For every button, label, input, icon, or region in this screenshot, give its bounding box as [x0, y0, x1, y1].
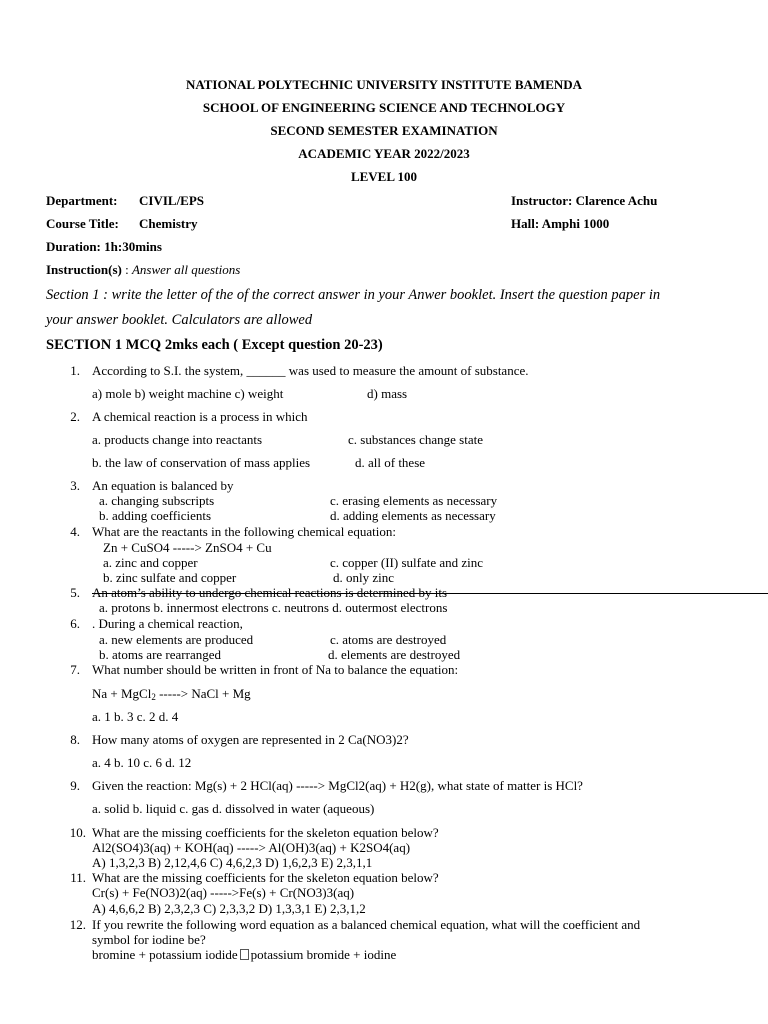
instructions-sep: : [121, 262, 132, 277]
chemical-equation [92, 686, 251, 701]
chemical-equation: Cr(s) + Fe(NO3)2(aq) ----->Fe(s) + Cr(NO3)3(aq) [92, 885, 355, 900]
answer-option: c. atoms are destroyed [330, 632, 447, 647]
question-number: 1. [70, 363, 80, 378]
instructions-value: Answer all questions [131, 262, 241, 277]
answer-option: a. zinc and copper [103, 555, 198, 570]
answer-options: a) mole b) weight machine c) weight [92, 386, 284, 401]
chemical-equation: Zn + CuSO4 -----> ZnSO4 + Cu [103, 540, 272, 555]
question-number: 8. [70, 732, 80, 747]
question-text: What are the missing coefficients for the skeleton equation below? [92, 870, 439, 885]
question-text: If you rewrite the following word equation as a balanced chemical equation, what will the coefficient and [92, 917, 641, 932]
answer-option: c. copper (II) sulfate and zinc [330, 555, 484, 570]
section-note-line-2: your answer booklet. Calculators are allowed [46, 312, 313, 328]
question-text: . During a chemical reaction, [92, 616, 243, 631]
question-text: What are the missing coefficients for the skeleton equation below? [92, 825, 439, 840]
equation-part: bromine + potassium iodide [92, 947, 238, 962]
department-value: CIVIL/EPS [139, 193, 205, 208]
question-number: 9. [70, 778, 80, 793]
question-number: 7. [70, 662, 80, 677]
word-equation [92, 947, 396, 962]
answer-option: a. products change into reactants [92, 432, 263, 447]
hall: Hall: Amphi 1000 [511, 216, 610, 231]
duration: Duration: 1h:30mins [46, 239, 162, 254]
answer-option: c. erasing elements as necessary [330, 493, 498, 508]
answer-option: d) mass [367, 386, 408, 401]
answer-option: d. only zinc [333, 570, 395, 585]
question-text-continued: symbol for iodine be? [92, 932, 206, 947]
chemical-equation: Al2(SO4)3(aq) + KOH(aq) -----> Al(OH)3(aq) + K2SO4(aq) [92, 840, 411, 855]
course-value: Chemistry [139, 216, 198, 231]
question-text: Given the reaction: Mg(s) + 2 HCl(aq) -----> MgCl2(aq) + H2(g), what state of matter is HCl? [92, 778, 583, 793]
section-title: SECTION 1 MCQ 2mks each ( Except question 20-23) [46, 337, 383, 353]
department-label: Department: [46, 193, 118, 208]
subscript: 2 [151, 692, 156, 702]
question-text: An atom’s ability to undergo chemical reactions is determined by its [92, 585, 768, 600]
question-number: 4. [70, 524, 80, 539]
question-number: 3. [70, 478, 80, 493]
school-title: SCHOOL OF ENGINEERING SCIENCE AND TECHNOLOGY [202, 100, 566, 115]
answer-option: b. adding coefficients [99, 508, 212, 523]
equation-part: potassium bromide + iodine [250, 947, 397, 962]
answer-option: b. the law of conservation of mass applies [92, 455, 311, 470]
course-label: Course Title: [46, 216, 119, 231]
answer-options: A) 1,3,2,3 B) 2,12,4,6 C) 4,6,2,3 D) 1,6,2,3 E) 2,3,1,1 [92, 855, 373, 870]
question-text: How many atoms of oxygen are represented in 2 Ca(NO3)2? [92, 732, 409, 747]
question-text: A chemical reaction is a process in which [92, 409, 308, 424]
answer-option: c. substances change state [348, 432, 484, 447]
section-note-line-1: Section 1 : write the letter of the of the correct answer in your Anwer booklet. Insert the question paper in [46, 287, 661, 303]
question-number: 11. [70, 870, 86, 885]
answer-option: a. changing subscripts [99, 493, 215, 508]
equation-part: Na + MgCl [92, 686, 152, 701]
answer-option: b. zinc sulfate and copper [103, 570, 237, 585]
question-number: 10. [69, 825, 86, 840]
answer-options: a. 4 b. 10 c. 6 d. 12 [92, 755, 192, 770]
institution-title: NATIONAL POLYTECHNIC UNIVERSITY INSTITUTE BAMENDA [185, 77, 583, 92]
answer-options: a. protons b. innermost electrons c. neutrons d. outermost electrons [99, 600, 448, 615]
instructor: Instructor: Clarence Achu [511, 193, 658, 208]
answer-option: d. all of these [355, 455, 426, 470]
level: LEVEL 100 [350, 169, 418, 184]
question-number: 5. [70, 585, 80, 600]
answer-options: A) 4,6,6,2 B) 2,3,2,3 C) 2,3,3,2 D) 1,3,3,1 E) 2,3,1,2 [92, 901, 366, 916]
answer-options: a. solid b. liquid c. gas d. dissolved in water (aqueous) [92, 801, 375, 816]
equation-part: -----> NaCl + Mg [155, 686, 251, 701]
instructions-label: Instruction(s) [46, 262, 122, 277]
answer-option: d. elements are destroyed [328, 647, 461, 662]
question-number: 2. [70, 409, 80, 424]
question-text: According to S.I. the system, ______ was used to measure the amount of substance. [92, 363, 529, 378]
answer-options: a. 1 b. 3 c. 2 d. 4 [92, 709, 179, 724]
missing-glyph-box-icon [240, 949, 249, 960]
exam-title: SECOND SEMESTER EXAMINATION [270, 123, 498, 138]
answer-option: b. atoms are rearranged [99, 647, 221, 662]
academic-year: ACADEMIC YEAR 2022/2023 [298, 146, 470, 161]
answer-option: a. new elements are produced [99, 632, 254, 647]
question-text: What number should be written in front of Na to balance the equation: [92, 662, 459, 677]
question-number: 12. [69, 917, 86, 932]
question-text: An equation is balanced by [92, 478, 234, 493]
instructions [46, 262, 240, 277]
question-number: 6. [70, 616, 80, 631]
question-text: What are the reactants in the following chemical equation: [92, 524, 396, 539]
answer-option: d. adding elements as necessary [330, 508, 496, 523]
